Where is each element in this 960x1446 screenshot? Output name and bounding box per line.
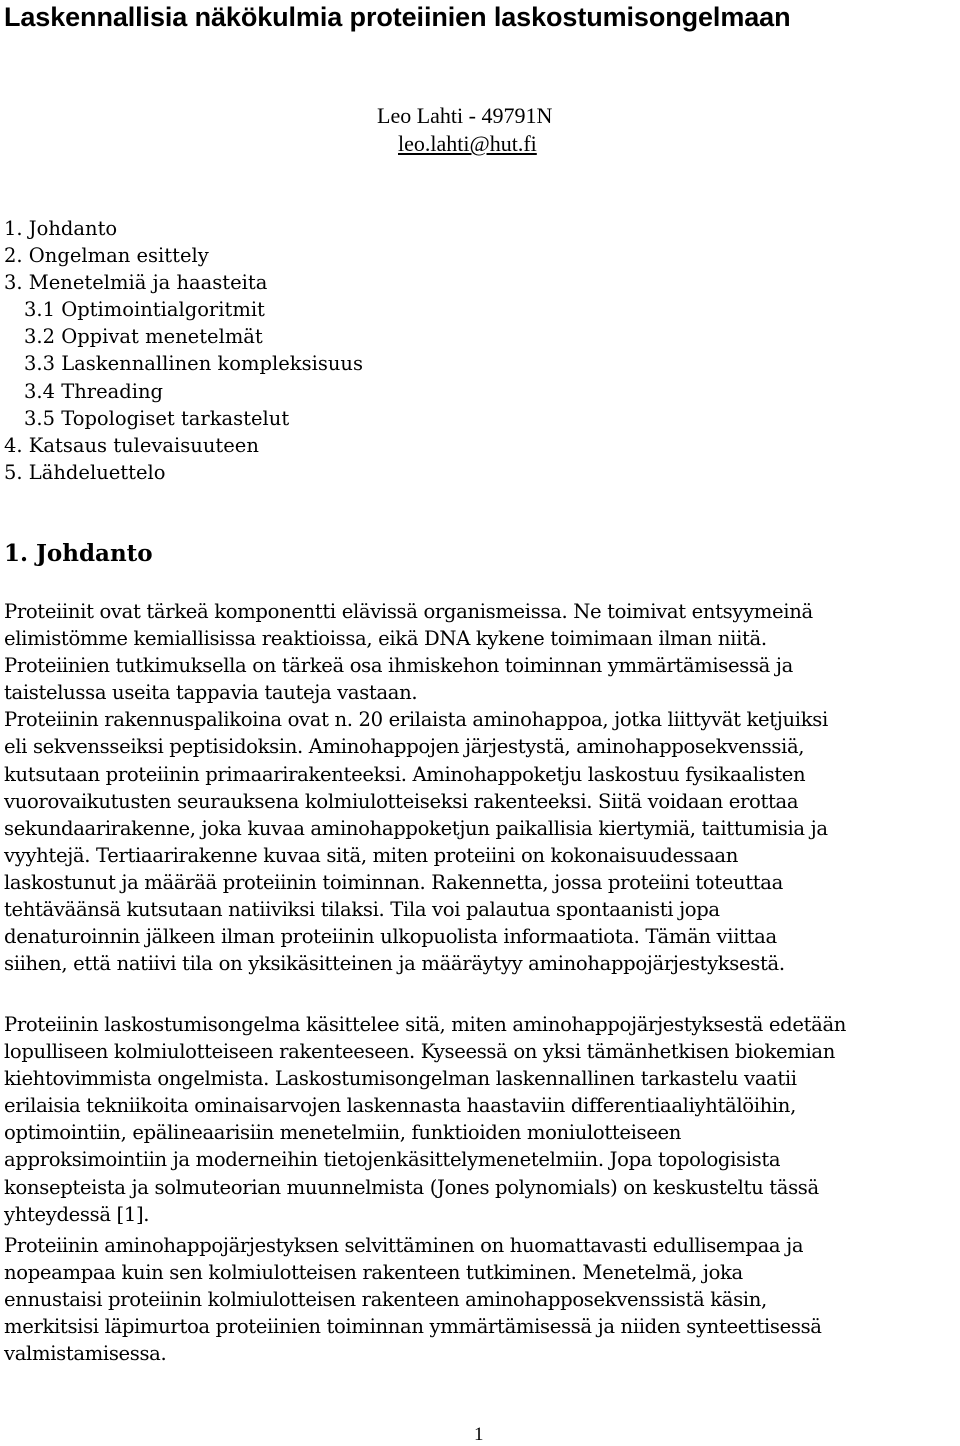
section-heading: 1. Johdanto [4,540,153,567]
page-number: 1 [474,1424,484,1445]
paragraph-sequence-prediction [4,1232,960,1367]
text-line: valmistamisessa. [4,1342,167,1366]
text-line: vyyhtejä. Tertiaarirakenne kuvaa sitä, miten proteiini on kokonaisuudessaan [4,843,739,867]
text-line: yhteydessä [1]. [4,1202,150,1226]
toc-item: 3. Menetelmiä ja haasteita [4,271,268,295]
toc-subitem: 3.3 Laskennallinen kompleksisuus [24,352,363,376]
text-line: optimointiin, epälineaarisiin menetelmiin, funktioiden moniulotteiseen [4,1121,682,1145]
toc-subitem: 3.1 Optimointialgoritmit [24,298,265,322]
text-line: merkitsisi läpimurtoa proteiinien toiminnan ymmärtämisessä ja niiden synteettisessä [4,1315,822,1339]
text-line: Proteiinit ovat tärkeä komponentti elävissä organismeissa. Ne toimivat entsyymeinä [4,600,813,623]
text-line: denaturoinnin jälkeen ilman proteiinin ulkopuolista informaatiota. Tämän viittaa [4,925,777,949]
text-line: tehtäväänsä kutsutaan natiiviksi tilaksi. Tila voi palautua spontaanisti jopa [4,898,720,922]
toc-subitem: 3.4 Threading [24,379,164,403]
text-line: vuorovaikutusten seurauksena kolmiulotteiseksi rakenteeksi. Siitä voidaan erottaa [4,789,799,813]
author-line: Leo Lahti - 49791N [377,103,553,128]
text-line: Proteiinin laskostumisongelma käsittelee sitä, miten aminohappojärjestyksestä edetään [4,1013,847,1036]
text-line: ennustaisi proteiinin kolmiulotteisen rakenteen aminohapposekvenssistä käsin, [4,1288,767,1312]
text-line: lopulliseen kolmiulotteiseen rakenteeseen. Kyseessä on yksi tämänhetkisen biokemian [4,1040,835,1064]
text-line: nopeampaa kuin sen kolmiulotteisen rakenteen tutkiminen. Menetelmä, joka [4,1261,743,1285]
table-of-contents [4,215,363,486]
text-line: approksimointiin ja moderneihin tietojenkäsittelymenetelmiin. Jopa topologisista [4,1148,781,1172]
text-line: kiehtovimmista ongelmista. Laskostumisongelman laskennallinen tarkastelu vaatii [4,1067,797,1091]
paragraph-folding-problem [4,1011,960,1228]
text-line: Proteiinin rakennuspalikoina ovat n. 20 erilaista aminohappoa, jotka liittyvät ketjuiksi [4,708,828,732]
text-line: laskostunut ja määrää proteiinin toiminnan. Rakennetta, jossa proteiini toteuttaa [4,870,783,894]
paragraph-intro [4,598,960,977]
toc-subitem: 3.5 Topologiset tarkastelut [24,406,290,430]
toc-item: 4. Katsaus tulevaisuuteen [4,433,259,457]
text-line: Proteiinin aminohappojärjestyksen selvittäminen on huomattavasti edullisempaa ja [4,1234,804,1257]
toc-item: 2. Ongelman esittely [4,244,209,268]
text-line: taistelussa useita tappavia tauteja vastaan. [4,681,418,705]
text-line: erilaisia tekniikoita ominaisarvojen laskennasta haastaviin differentiaaliyhtälöihin, [4,1094,796,1118]
text-line: Proteiinien tutkimuksella on tärkeä osa ihmiskehon toiminnan ymmärtämisessä ja [4,654,793,678]
text-line: konsepteista ja solmuteorian muunnelmista (Jones polynomials) on keskusteltu tässä [4,1175,819,1199]
toc-item: 1. Johdanto [4,217,118,240]
text-line: eli sekvensseiksi peptisidoksin. Aminohappojen järjestystä, aminohapposekvenssiä, [4,735,805,759]
toc-subitem: 3.2 Oppivat menetelmät [24,325,263,349]
document-title: Laskennallisia näkökulmia proteiinien laskostumisongelmaan [4,2,791,32]
text-line: elimistömme kemiallisissa reaktioissa, eikä DNA kykene toimimaan ilman niitä. [4,627,767,651]
text-line: sekundaarirakenne, joka kuvaa aminohappoketjun paikallisia kiertymiä, taittumisia ja [4,816,828,840]
text-line: kutsutaan proteiinin primaarirakenteeksi. Aminohappoketju laskostuu fysikaalisten [4,762,806,786]
toc-item: 5. Lähdeluettelo [4,460,166,484]
text-line: siihen, että natiivi tila on yksikäsitteinen ja määräytyy aminohappojärjestyksestä. [4,952,785,976]
author-email-link[interactable]: leo.lahti@hut.fi [398,131,537,156]
